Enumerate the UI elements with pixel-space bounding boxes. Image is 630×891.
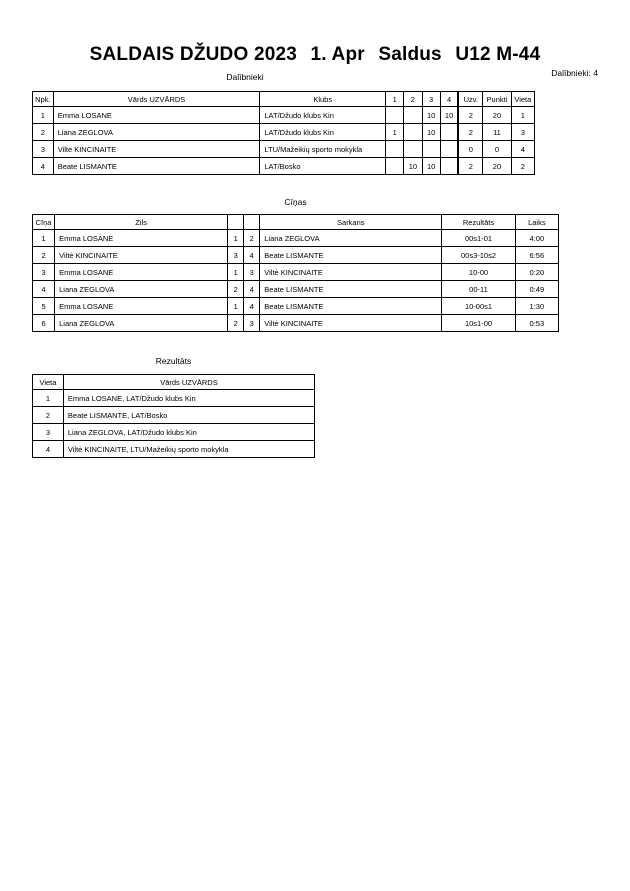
col-r3: 3 [422,92,440,107]
event-category: U12 M-44 [455,44,541,65]
participants-header-row [33,92,535,107]
col-blue: Zils [55,215,228,230]
col-place: Vieta [33,375,64,390]
red-name-cell: Beate LISMANTE [260,298,442,315]
r2-cell [404,107,422,124]
col-result: Rezultāts [442,215,515,230]
npk-cell: 2 [33,124,54,141]
result-cell: 00s1-01 [442,230,515,247]
blue-no-cell: 1 [228,230,244,247]
blue-no-cell: 3 [228,247,244,264]
npk-cell: 3 [33,141,54,158]
results-header-row [33,375,315,390]
place-cell: 4 [511,141,534,158]
r3-cell: 10 [422,158,440,175]
r1-cell [386,107,404,124]
col-name: Vārds UZVĀRDS [63,375,314,390]
r2-cell [404,124,422,141]
col-bout: Cīņa [33,215,55,230]
blue-no-cell: 2 [228,281,244,298]
red-no-cell: 4 [244,281,260,298]
table-row [33,264,559,281]
bout-no-cell: 4 [33,281,55,298]
r4-cell: 10 [440,107,458,124]
blue-name-cell: Emma LOSANE [55,298,228,315]
name-cell: Beate LISMANTE [53,158,260,175]
table-row [33,441,315,458]
col-npk: Npk. [33,92,54,107]
npk-cell: 1 [33,107,54,124]
bout-no-cell: 2 [33,247,55,264]
time-cell: 0:53 [515,315,558,332]
table-row [33,158,535,175]
points-cell: 20 [483,158,511,175]
place-cell: 3 [511,124,534,141]
table-row [33,298,559,315]
participants-table [32,91,535,175]
col-r4: 4 [440,92,458,107]
name-cell: Liana ZEGLOVA [53,124,260,141]
col-place: Vieta [511,92,534,107]
col-r1: 1 [386,92,404,107]
place-cell: 2 [511,158,534,175]
red-name-cell: Viltė KINCINAITE [260,315,442,332]
results-table [32,374,315,458]
place-cell: 2 [33,407,64,424]
bout-no-cell: 6 [33,315,55,332]
table-row [33,424,315,441]
entry-cell: Viltė KINCINAITE, LTU/Mažeikių sporto mokykla [63,441,314,458]
bouts-header-row [33,215,559,230]
red-name-cell: Beate LISMANTE [260,247,442,264]
r1-cell [386,141,404,158]
table-row [33,141,535,158]
red-no-cell: 4 [244,247,260,264]
entry-cell: Beate LISMANTE, LAT/Bosko [63,407,314,424]
result-cell: 10-00 [442,264,515,281]
entry-cell: Emma LOSANE, LAT/Džudo klubs Kin [63,390,314,407]
r4-cell [440,158,458,175]
time-cell: 4:00 [515,230,558,247]
red-no-cell: 2 [244,230,260,247]
blue-name-cell: Viltė KINCINAITE [55,247,228,264]
club-cell: LAT/Džudo klubs Kin [260,124,386,141]
blue-name-cell: Emma LOSANE [55,264,228,281]
red-name-cell: Beate LISMANTE [260,281,442,298]
r2-cell [404,141,422,158]
place-cell: 4 [33,441,64,458]
blue-name-cell: Liana ZEGLOVA [55,315,228,332]
points-cell: 11 [483,124,511,141]
wins-cell: 2 [458,158,482,175]
red-name-cell: Viltė KINCINAITE [260,264,442,281]
r4-cell [440,124,458,141]
wins-cell: 2 [458,124,482,141]
event-name: SALDAIS DŽUDO 2023 [89,44,298,65]
r2-cell: 10 [404,158,422,175]
col-points: Punkti [483,92,511,107]
blue-no-cell: 2 [228,315,244,332]
col-club: Klubs [260,92,386,107]
time-cell: 1:30 [515,298,558,315]
r3-cell: 10 [422,107,440,124]
bout-no-cell: 1 [33,230,55,247]
event-date: 1. Apr [310,44,365,65]
table-row [33,407,315,424]
time-cell: 0:20 [515,264,558,281]
points-cell: 20 [483,107,511,124]
club-cell: LAT/Bosko [260,158,386,175]
wins-cell: 2 [458,107,482,124]
page-title [0,44,630,66]
r1-cell [386,158,404,175]
result-cell: 00-11 [442,281,515,298]
col-wins: Uzv. [458,92,482,107]
bout-no-cell: 5 [33,298,55,315]
bout-no-cell: 3 [33,264,55,281]
result-cell: 00s3-10s2 [442,247,515,264]
time-cell: 6:56 [515,247,558,264]
participants-count: Dalībnieki: 4 [551,68,598,78]
points-cell: 0 [483,141,511,158]
table-row [33,107,535,124]
col-blue-no [228,215,244,230]
col-time: Laiks [515,215,558,230]
club-cell: LAT/Džudo klubs Kin [260,107,386,124]
bouts-caption: Cīņas [284,197,307,207]
place-cell: 1 [511,107,534,124]
table-row [33,281,559,298]
place-cell: 1 [33,390,64,407]
time-cell: 0:49 [515,281,558,298]
table-row [33,247,559,264]
name-cell: Emma LOSANE [53,107,260,124]
participants-caption: Dalībnieki [226,72,264,82]
bouts-table [32,214,559,332]
red-no-cell: 3 [244,315,260,332]
result-cell: 10-00s1 [442,298,515,315]
entry-cell: Liana ZEGLOVA, LAT/Džudo klubs Kin [63,424,314,441]
table-row [33,124,535,141]
wins-cell: 0 [458,141,482,158]
table-row [33,390,315,407]
col-red-no [244,215,260,230]
results-caption: Rezultāts [155,356,192,366]
table-row [33,315,559,332]
r3-cell [422,141,440,158]
result-cell: 10s1-00 [442,315,515,332]
col-r2: 2 [404,92,422,107]
name-cell: Viltė KINCINAITE [53,141,260,158]
blue-no-cell: 1 [228,298,244,315]
event-location: Saldus [378,44,442,65]
npk-cell: 4 [33,158,54,175]
col-red: Sarkans [260,215,442,230]
red-name-cell: Liana ZEGLOVA [260,230,442,247]
blue-name-cell: Emma LOSANE [55,230,228,247]
table-row [33,230,559,247]
place-cell: 3 [33,424,64,441]
blue-no-cell: 1 [228,264,244,281]
club-cell: LTU/Mažeikių sporto mokykla [260,141,386,158]
r4-cell [440,141,458,158]
col-name: Vārds UZVĀRDS [53,92,260,107]
r3-cell: 10 [422,124,440,141]
r1-cell: 1 [386,124,404,141]
red-no-cell: 4 [244,298,260,315]
red-no-cell: 3 [244,264,260,281]
blue-name-cell: Liana ZEGLOVA [55,281,228,298]
